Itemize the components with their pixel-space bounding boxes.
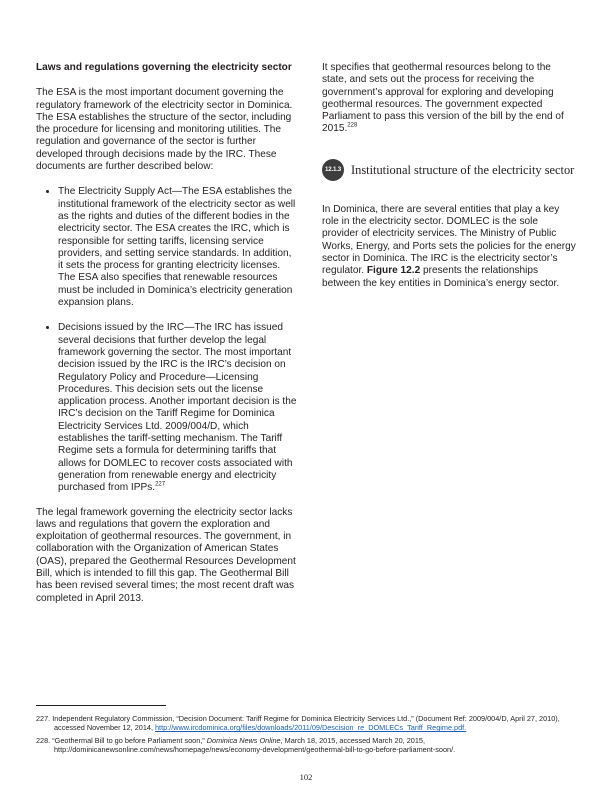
bullet-item-irc-decisions: • Decisions issued by the IRC—The IRC has issued several decisions that further develop the legal framework governing the sector. The most important decision issued by the IRC is the IRC’s decision on Regulatory Policy and Procedure—Licensing Procedures. This decision sets out the license application process. Another important decision is the IRC’s decision on the Tariff Regime for Dominica Electricity Services Ltd. 2009/004/D, which establishes the tariff-setting mechanism. The Tariff Regime sets a formula for determining tariffs that allows for DOMLEC to recover costs associated with generation from renewable energy and electricity purchased from IPPs.$^{227}$ [58, 321, 298, 494]
footnote-ref-228[interactable]: 228 [347, 123, 358, 130]
footnote-227: 227. Independent Regulatory Commission, “Decision Document: Tariff Regime for Dominica Electricity Services Ltd.,” (Document Ref: 2009/004/D, April 27, 2010), accessed November 12, 2014, http://www.ircdominica.org/files/downloads/2011/09/Descision_re_DOMLECs_Tariff_Regime.pdf. [36, 714, 560, 733]
closing-paragraph: The legal framework governing the electricity sector lacks laws and regulations that govern the exploration and exploitation of geothermal resources. The government, in collaboration with the Organization of American States (OAS), prepared the Geothermal Resources Development Bill, which is intended to fill this gap. The Geothermal Bill has been revised several times; the most recent draft was completed in April 2013. [36, 506, 296, 604]
bullet-list [36, 185, 298, 494]
footnotes [36, 714, 576, 758]
subheading-laws-regulations: Laws and regulations governing the electricity sector [36, 62, 292, 73]
continuation-paragraph: It specifies that geothermal resources belong to the state, and sets out the process for receiving the government’s approval for exploring and developing geothermal resources. The government expected Parliament to pass this version of the bill by the end of 2015.$^{228}$ [322, 62, 564, 135]
footnote-228: 228. “Geothermal Bill to go before Parliament soon,” Dominica News Online, March 18, 2015, accessed March 20, 2015, http://dominicanewsonline.com/news/homepage/news/economy-development/geothermal-bill-to-go-before-parliament-soon/. [36, 735, 456, 755]
right-column [322, 62, 576, 302]
footnote-227-link[interactable]: http://www.ircdominica.org/files/downloads/2011/09/Descision_re_DOMLECs_Tariff_Regime.pdf. [155, 723, 467, 733]
section-heading [322, 159, 576, 181]
section-number-badge: 12.1.3 [322, 159, 344, 181]
figure-reference[interactable]: Figure 12.2 [366, 265, 421, 277]
section-title: Institutional structure of the electricity sector [351, 162, 575, 177]
page-number: 102 [299, 772, 313, 782]
footnote-ref-227[interactable]: 227 [155, 481, 166, 488]
intro-paragraph: The ESA is the most important document governing the regulatory framework of the electricity sector in Dominica. The ESA establishes the structure of the sector, including the procedure for licensing and monitoring utilities. The regulation and governance of the sector is further developed through decisions made by the IRC. These documents are further described below: [36, 87, 293, 173]
institutional-paragraph: In Dominica, there are several entities that play a key role in the electricity sector. DOMLEC is the sole provider of electricity services. The Ministry of Public Works, Energy, and Ports sets the policies for the energy sector in Dominica. The IRC is the electricity sector’s regulator. Figure 12.2 presents the relationships between the key entities in Dominica’s energy sector. [322, 203, 576, 289]
footnote-divider [36, 705, 166, 706]
footnote-228-source: Dominica News Online [206, 735, 281, 745]
bullet-item-esa: • The Electricity Supply Act—The ESA establishes the institutional framework of the electricity sector as well as the rights and duties of the different bodies in the electricity sector. The ESA creates the IRC, which is responsible for setting tariffs, licensing service providers, and setting service standards. In addition, it sets the process for granting electricity licenses. The ESA also specifies that renewable resources must be included in Dominica’s electricity generation expansion plans. [58, 185, 298, 309]
left-column [36, 62, 298, 617]
